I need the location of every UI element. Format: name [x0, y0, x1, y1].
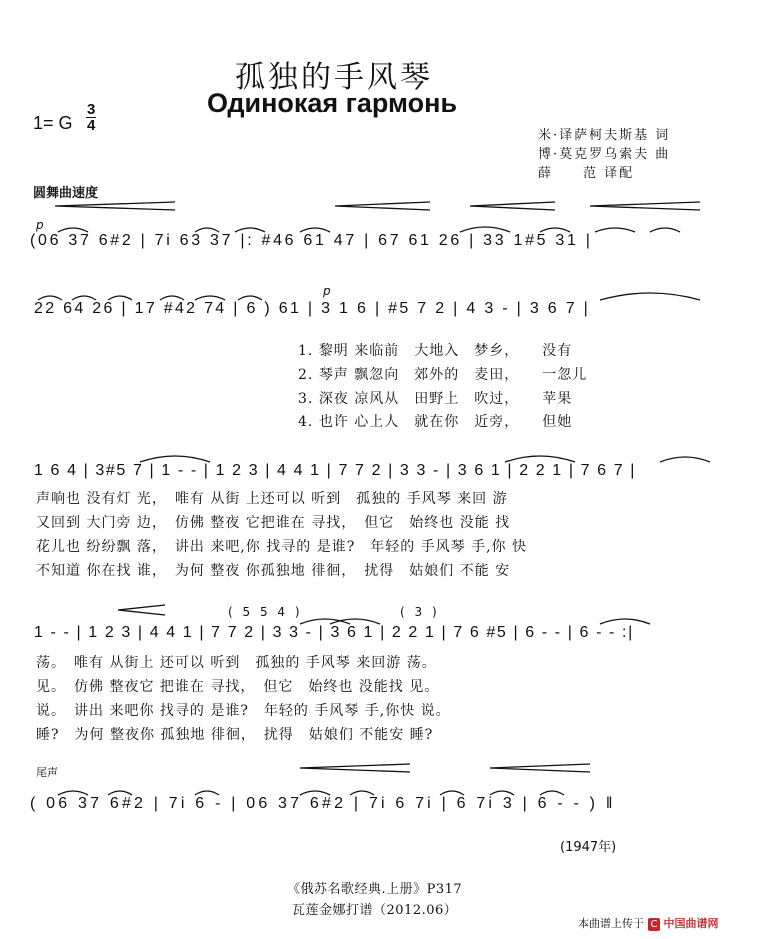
- time-sig-top: 3: [87, 101, 96, 118]
- verse-1-line1: [298, 340, 572, 360]
- verse-4-line1: [298, 411, 572, 431]
- verse-4-line3: 睡? 为何 整夜你 孤独地 徘徊， 扰得 姑娘们 不能安 睡?: [36, 727, 434, 743]
- verse-number: 3.: [298, 391, 314, 407]
- credit-lyricist: 米·译萨柯夫斯基 词: [538, 128, 671, 143]
- credit-translator: 薛 范 译配: [538, 166, 635, 181]
- verse-text: 深夜 凉风从 田野上 吹过， 苹果: [318, 391, 573, 407]
- site-logo-icon: C: [648, 918, 661, 931]
- upload-text: 本曲谱上传于: [578, 917, 644, 930]
- notes-coda: ( 06 37 6#2 | 7i 6 - | 06 37 6#2 | 7i 6 7i | 6 7i 3 | 6 - - ) ‖: [30, 795, 616, 812]
- title-russian: Одинокая гармонь: [207, 88, 458, 118]
- coda-label: 尾声: [36, 766, 58, 779]
- notes-line4: 1 - - | 1 2 3 | 4 4 1 | 7 7 2 | 3 3 - | 3 6 1 | 2 2 1 | 7 6 #5 | 6 - - | 6 - - :|: [34, 624, 634, 641]
- verse-2-line1: [298, 364, 587, 384]
- alt-notes-2: ( 3 ): [400, 605, 440, 619]
- verse-1-line2: 声响也 没有灯 光， 唯有 从街 上还可以 听到 孤独的 手风琴 来回 游: [36, 491, 508, 507]
- verse-3-line1: [298, 388, 572, 408]
- title-chinese: 孤独的手风琴: [235, 60, 433, 95]
- verse-text: 琴声 飘忽向 郊外的 麦田， 一忽儿: [318, 367, 588, 383]
- verse-number: 2.: [298, 367, 314, 383]
- verse-3-line3: 说。 讲出 来吧你 找寻的 是谁? 年轻的 手风琴 手,你快 说。: [36, 703, 451, 719]
- dynamic-entry: p: [323, 284, 331, 298]
- verse-2-line3: 见。 仿佛 整夜它 把谁在 寻找， 但它 始终也 没能找 见。: [36, 679, 440, 695]
- dynamic-prelude: p: [36, 218, 44, 232]
- notes-line3: 1 6 4 | 3#5 7 | 1 - - | 1 2 3 | 4 4 1 | 7 7 2 | 3 3 - | 3 6 1 | 2 2 1 | 7 6 7 |: [34, 462, 637, 479]
- verse-text: 也许 心上人 就在你 近旁， 但她: [318, 414, 573, 430]
- notes-prelude: (06 37 6#2 | 7i 63 37 |: #46 61 47 | 67 61 26 | 33 1#5 31 |: [30, 232, 593, 249]
- verse-number: 1.: [298, 343, 314, 359]
- verse-2-line2: 又回到 大门旁 边， 仿佛 整夜 它把谁在 寻找， 但它 始终也 没能 找: [36, 515, 511, 531]
- verse-number: 4.: [298, 414, 314, 430]
- credit-composer: 博·莫克罗乌索夫 曲: [538, 147, 671, 162]
- source-reference: 《俄苏名歌经典.上册》P317: [287, 882, 463, 897]
- site-name[interactable]: 中国曲谱网: [663, 917, 719, 930]
- tempo-marking: 圆舞曲速度: [33, 186, 99, 201]
- alt-notes-1: ( 5 5 4 ): [228, 605, 303, 619]
- upload-notice: [578, 915, 718, 931]
- key-signature: 1= G: [33, 113, 73, 133]
- verse-3-line2: 花儿也 纷纷飘 落， 讲出 来吧,你 找寻的 是谁? 年轻的 手风琴 手,你 快: [36, 539, 528, 555]
- year-note: (1947年): [560, 840, 617, 855]
- typist-credit: 瓦莲金娜打谱（2012.06）: [292, 903, 458, 918]
- verse-4-line2: 不知道 你在找 谁， 为何 整夜 你孤独地 徘徊， 扰得 姑娘们 不能 安: [36, 563, 511, 579]
- verse-text: 黎明 来临前 大地入 梦乡， 没有: [318, 343, 573, 359]
- notes-line2: 22 64 26 | 17 #42 74 | 6 ) 61 | 3 1 6 | #5 7 2 | 4 3 - | 3 6 7 |: [34, 300, 591, 317]
- time-sig-bottom: 4: [87, 117, 96, 134]
- verse-1-line3: 荡。 唯有 从街上 还可以 听到 孤独的 手风琴 来回游 荡。: [36, 655, 437, 671]
